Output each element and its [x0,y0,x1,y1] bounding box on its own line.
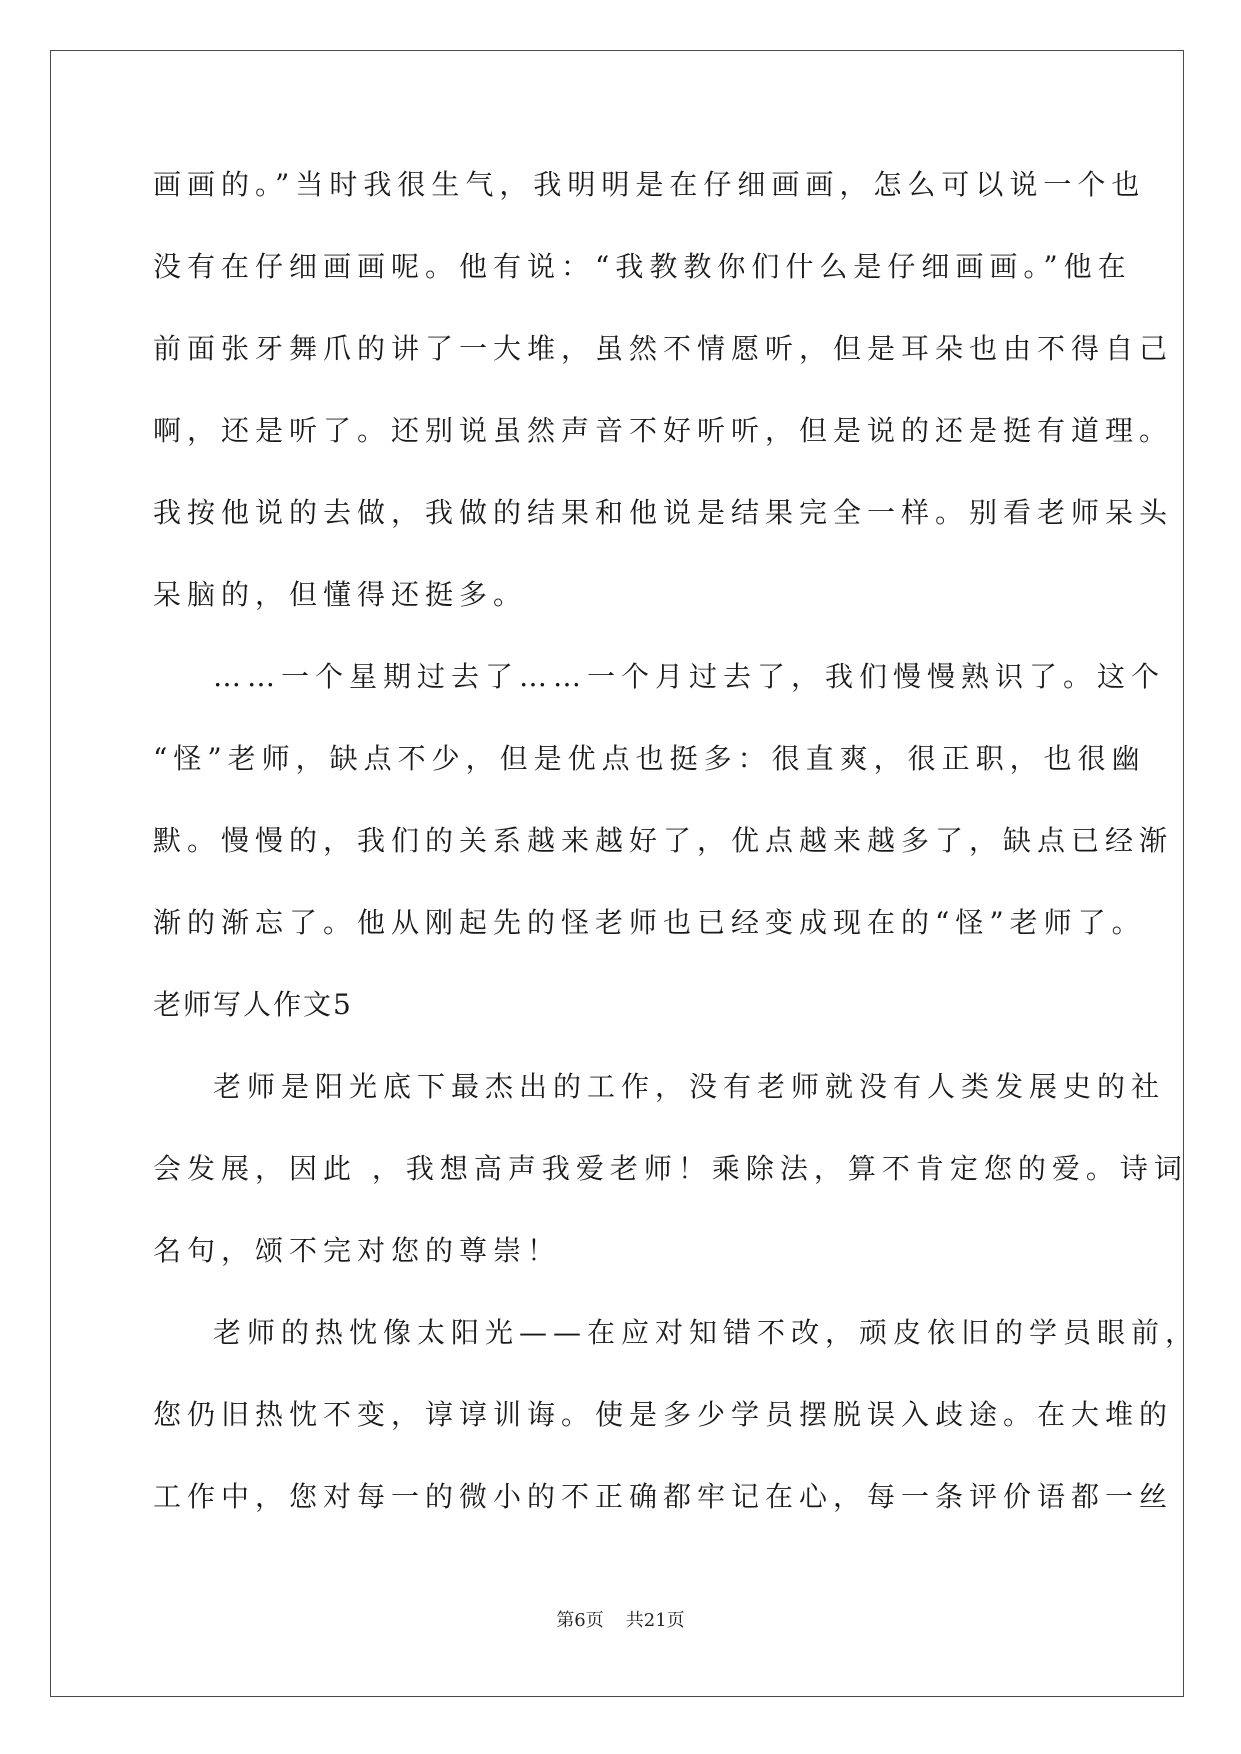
page-number: 第6页 [556,1610,604,1631]
section-heading: 老师写人作文5 [153,988,353,1021]
text-line: 没有在仔细画画呢。他有说：“我教教你们什么是仔细画画。”他在 [153,250,1132,283]
text-line: 老师是阳光底下最杰出的工作，没有老师就没有人类发展史的社 [213,1070,1166,1103]
text-line: 老师的热忱像太阳光——在应对知错不改，顽皮依旧的学员眼前， [213,1316,1200,1349]
text-line: 您仍旧热忱不变，谆谆训诲。使是多少学员摆脱误入歧途。在大堆的 [153,1398,1174,1431]
text-line: 默。慢慢的，我们的关系越来越好了，优点越来越多了，缺点已经渐 [153,824,1174,857]
text-line: 我按他说的去做，我做的结果和他说是结果完全一样。别看老师呆头 [153,496,1174,529]
text-line: “怪”老师，缺点不少，但是优点也挺多：很直爽，很正职，也很幽 [153,742,1146,775]
text-line: 呆脑的，但懂得还挺多。 [153,578,528,611]
text-line: ……一个星期过去了……一个月过去了，我们慢慢熟识了。这个 [213,660,1166,693]
text-line: 会发展，因此 ，我想高声我爱老师！乘除法，算不肯定您的爱。诗词 [153,1152,1188,1185]
text-line: 名句，颂不完对您的尊崇！ [153,1234,562,1267]
text-line: 啊，还是听了。还别说虽然声音不好听听，但是说的还是挺有道理。 [153,414,1174,447]
text-line: 工作中，您对每一的微小的不正确都牢记在心，每一条评价语都一丝 [153,1480,1174,1513]
text-line: 前面张牙舞爪的讲了一大堆，虽然不情愿听，但是耳朵也由不得自己 [153,332,1174,365]
document-body [153,160,1200,1554]
page-total: 共21页 [625,1610,685,1631]
text-line: 画画的。”当时我很生气，我明明是在仔细画画，怎么可以说一个也 [153,168,1146,201]
page-footer [0,1606,1241,1632]
text-line: 渐的渐忘了。他从刚起先的怪老师也已经变成现在的“怪”老师了。 [153,906,1146,939]
